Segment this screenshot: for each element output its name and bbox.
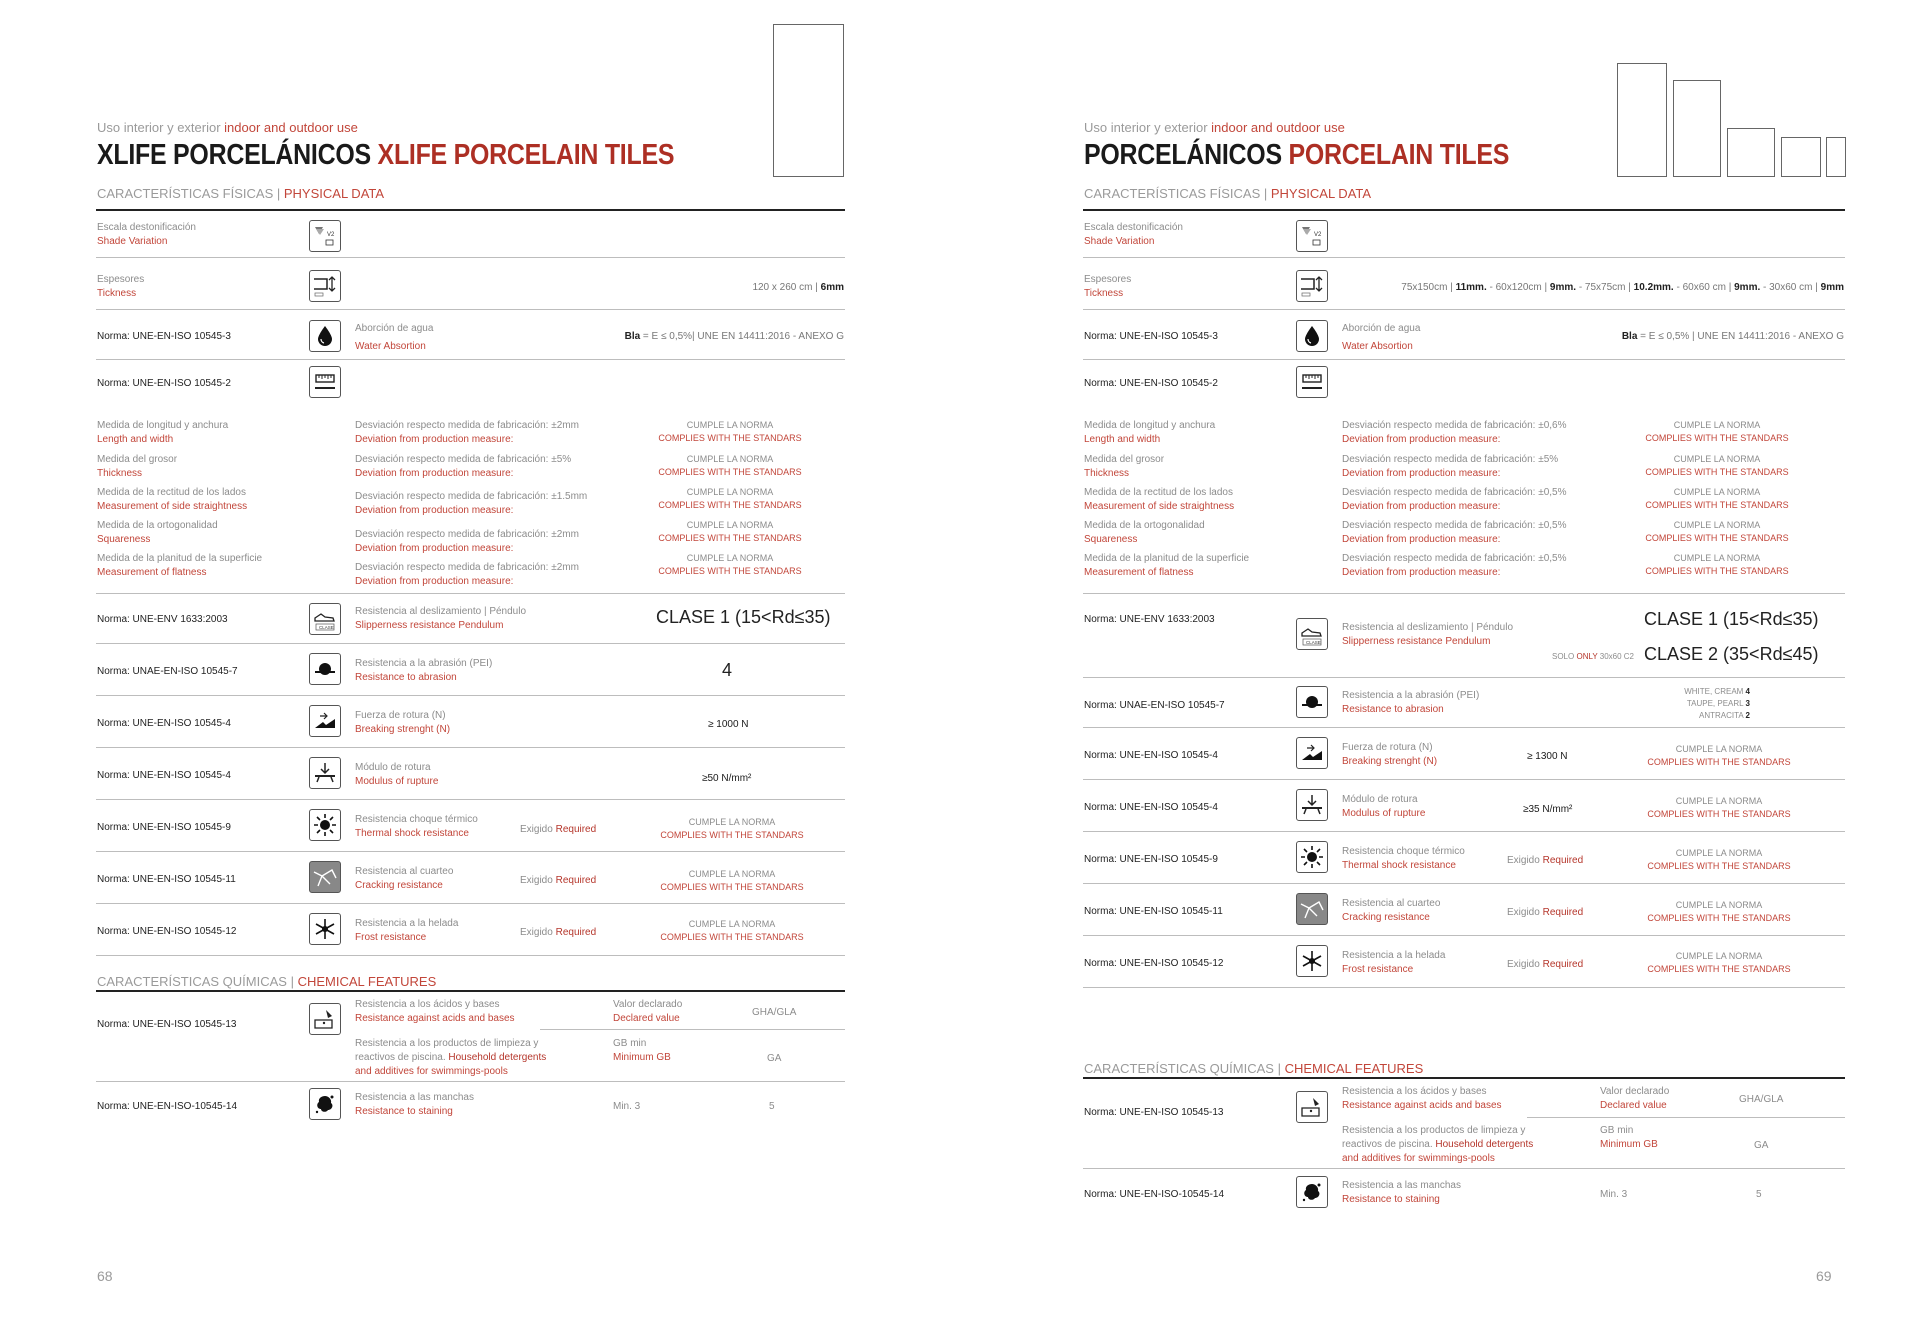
acids-declared: Valor declarado Declared value	[613, 999, 683, 1024]
absorption-value: Bla = E ≤ 0,5% | UNE EN 14411:2016 - ANEXO G	[1621, 331, 1844, 342]
thermal-shock-icon	[1296, 841, 1328, 873]
page-number: 68	[97, 1268, 113, 1284]
dim-row: Medida de la planitud de la superficie Measurement of flatness	[97, 553, 263, 578]
breaking-value: ≥ 1300 N	[1527, 751, 1568, 762]
breaking-value: ≥ 1000 N	[708, 719, 749, 730]
cracking-required: Exigido Required	[1507, 907, 1584, 918]
absorption-value: Bla = E ≤ 0,5%| UNE EN 14411:2016 - ANEXO G	[624, 331, 844, 342]
dim-deviation: Desviación respecto medida de fabricación: ±0,6% Deviation from production measure:	[1342, 420, 1567, 445]
acids-value: GHA/GLA	[752, 1007, 797, 1018]
thickness-values: 75x150cm | 11mm. - 60x120cm | 9mm. - 75x75cm | 10.2mm. - 60x60 cm | 9mm. - 30x60 cm | 9mm	[1401, 282, 1844, 293]
pool-label: Resistencia a los productos de limpieza y reactivos de piscina. Household detergents and additives for swimmings-pools	[355, 1038, 547, 1077]
acids-norm: Norma: UNE-EN-ISO 10545-13	[1084, 1107, 1224, 1118]
slip-value: CLASE 1 (15<Rd≤35)	[656, 607, 831, 627]
abrasion-norm: Norma: UNAE-EN-ISO 10545-7	[97, 666, 238, 677]
modulus-icon	[309, 757, 341, 789]
dim-row: Medida de longitud y anchura Length and width	[1084, 420, 1216, 445]
modulus-label: Módulo de rotura Modulus of rupture	[355, 762, 439, 787]
ruler-icon	[1296, 366, 1328, 398]
thermal-required: Exigido Required	[1507, 855, 1584, 866]
dim-compliance: CUMPLE LA NORMA COMPLIES WITH THE STANDARS	[658, 487, 802, 510]
dim-row: Medida de la ortogonalidad Squareness	[1084, 520, 1205, 545]
frost-required: Exigido Required	[1507, 959, 1584, 970]
acid-icon	[309, 1003, 341, 1035]
pool-min: GB min Minimum GB	[613, 1038, 671, 1063]
staining-min: Min. 3	[613, 1101, 641, 1112]
ruler-icon	[309, 366, 341, 398]
frost-norm: Norma: UNE-EN-ISO 10545-12	[97, 926, 237, 937]
abrasion-values: WHITE, CREAM 4 TAUPE, PEARL 3 ANTRACITA 2	[1684, 687, 1750, 720]
thermal-label: Resistencia choque térmico Thermal shock resistance	[355, 814, 478, 839]
dim-compliance: CUMPLE LA NORMA COMPLIES WITH THE STANDARS	[1645, 454, 1789, 477]
acid-icon	[1296, 1091, 1328, 1123]
frost-label: Resistencia a la helada Frost resistance	[1342, 950, 1446, 975]
tile-format-preview	[1727, 128, 1775, 177]
dim-compliance: CUMPLE LA NORMA COMPLIES WITH THE STANDARS	[658, 520, 802, 543]
breaking-label: Fuerza de rotura (N) Breaking strenght (N)	[1342, 742, 1438, 767]
acids-label: Resistencia a los ácidos y bases Resistance against acids and bases	[355, 999, 515, 1024]
dim-compliance: CUMPLE LA NORMA COMPLIES WITH THE STANDARS	[1645, 553, 1789, 576]
snowflake-icon	[1296, 945, 1328, 977]
frost-required: Exigido Required	[520, 927, 597, 938]
thermal-label: Resistencia choque térmico Thermal shock resistance	[1342, 846, 1465, 871]
dimensions-norm: Norma: UNE-EN-ISO 10545-2	[97, 378, 231, 389]
absorption-label: Aborción de agua Water Absortion	[1342, 323, 1421, 352]
dim-compliance: CUMPLE LA NORMA COMPLIES WITH THE STANDARS	[1645, 520, 1789, 543]
cracking-required: Exigido Required	[520, 875, 597, 886]
shade-label: Escala destonificación Shade Variation	[97, 222, 196, 247]
dim-compliance: CUMPLE LA NORMA COMPLIES WITH THE STANDARS	[658, 553, 802, 576]
dim-deviation: Desviación respecto medida de fabricación: ±2mm Deviation from production measure:	[355, 420, 579, 445]
frost-norm: Norma: UNE-EN-ISO 10545-12	[1084, 958, 1224, 969]
shoe-icon	[309, 603, 341, 635]
slip-value-class1: CLASE 1 (15<Rd≤35)	[1644, 609, 1819, 629]
page-title: PORCELÁNICOS PORCELAIN TILES	[1084, 139, 1510, 171]
staining-norm: Norma: UNE-EN-ISO-10545-14	[97, 1101, 238, 1112]
dim-row: Medida del grosor Thickness	[97, 454, 178, 479]
pool-value: GA	[1754, 1140, 1769, 1151]
modulus-compliance: CUMPLE LA NORMA COMPLIES WITH THE STANDARS	[1647, 796, 1791, 819]
breaking-icon	[309, 705, 341, 737]
staining-value: 5	[1756, 1189, 1762, 1200]
dim-deviation: Desviación respecto medida de fabricación: ±5% Deviation from production measure:	[355, 454, 572, 479]
frost-label: Resistencia a la helada Frost resistance	[355, 918, 459, 943]
thermal-compliance: CUMPLE LA NORMA COMPLIES WITH THE STANDARS	[1647, 848, 1791, 871]
svg-text:V2: V2	[327, 232, 335, 238]
acids-label: Resistencia a los ácidos y bases Resistance against acids and bases	[1342, 1086, 1502, 1111]
slip-norm: Norma: UNE-ENV 1633:2003	[97, 614, 228, 625]
subtitle: Uso interior y exterior indoor and outdoor use	[97, 120, 358, 135]
dim-row: Medida del grosor Thickness	[1084, 454, 1165, 479]
modulus-norm: Norma: UNE-EN-ISO 10545-4	[1084, 802, 1218, 813]
thermal-norm: Norma: UNE-EN-ISO 10545-9	[97, 822, 231, 833]
slip-norm: Norma: UNE-ENV 1633:2003	[1084, 614, 1215, 625]
modulus-icon	[1296, 789, 1328, 821]
staining-min: Min. 3	[1600, 1189, 1628, 1200]
dim-deviation: Desviación respecto medida de fabricación: ±0,5% Deviation from production measure:	[1342, 520, 1567, 545]
dim-row: Medida de la planitud de la superficie Measurement of flatness	[1084, 553, 1250, 578]
dim-compliance: CUMPLE LA NORMA COMPLIES WITH THE STANDARS	[1645, 420, 1789, 443]
abrasion-icon	[1296, 686, 1328, 718]
dim-deviation: Desviación respecto medida de fabricación: ±5% Deviation from production measure:	[1342, 454, 1559, 479]
cracking-norm: Norma: UNE-EN-ISO 10545-11	[1084, 906, 1223, 917]
thermal-norm: Norma: UNE-EN-ISO 10545-9	[1084, 854, 1218, 865]
thickness-icon	[1296, 270, 1328, 302]
tile-format-preview	[1673, 80, 1721, 177]
water-drop-icon	[309, 320, 341, 352]
slip-label: Resistencia al deslizamiento | Péndulo Slipperness resistance Pendulum	[1342, 622, 1514, 647]
frost-compliance: CUMPLE LA NORMA COMPLIES WITH THE STANDARS	[1647, 951, 1791, 974]
frost-compliance: CUMPLE LA NORMA COMPLIES WITH THE STANDARS	[660, 919, 804, 942]
physical-section-title: CARACTERÍSTICAS FÍSICAS | PHYSICAL DATA	[97, 186, 385, 201]
pool-label: Resistencia a los productos de limpieza y reactivos de piscina. Household detergents and additives for swimmings-pools	[1342, 1125, 1534, 1164]
breaking-label: Fuerza de rotura (N) Breaking strenght (N)	[355, 710, 451, 735]
chemical-section-title: CARACTERÍSTICAS QUÍMICAS | CHEMICAL FEATURES	[1084, 1061, 1424, 1076]
cracking-compliance: CUMPLE LA NORMA COMPLIES WITH THE STANDARS	[660, 869, 804, 892]
dim-row: Medida de la rectitud de los lados Measurement of side straightness	[1084, 487, 1235, 512]
dim-compliance: CUMPLE LA NORMA COMPLIES WITH THE STANDARS	[658, 420, 802, 443]
pool-value: GA	[767, 1053, 782, 1064]
right-page	[960, 0, 1920, 1343]
modulus-value: ≥50 N/mm²	[702, 773, 752, 784]
cracking-label: Resistencia al cuarteo Cracking resistance	[1342, 898, 1441, 923]
svg-text:CLASE: CLASE	[1306, 640, 1321, 645]
breaking-norm: Norma: UNE-EN-ISO 10545-4	[1084, 750, 1218, 761]
dimensions-norm: Norma: UNE-EN-ISO 10545-2	[1084, 378, 1218, 389]
dim-compliance: CUMPLE LA NORMA COMPLIES WITH THE STANDARS	[658, 454, 802, 477]
tile-format-preview	[773, 24, 844, 177]
dim-row: Medida de la ortogonalidad Squareness	[97, 520, 218, 545]
dim-row: Medida de longitud y anchura Length and width	[97, 420, 229, 445]
stain-icon	[1296, 1176, 1328, 1208]
acids-norm: Norma: UNE-EN-ISO 10545-13	[97, 1019, 237, 1030]
staining-label: Resistencia a las manchas Resistance to staining	[355, 1092, 474, 1117]
staining-norm: Norma: UNE-EN-ISO-10545-14	[1084, 1189, 1225, 1200]
staining-label: Resistencia a las manchas Resistance to staining	[1342, 1180, 1461, 1205]
modulus-norm: Norma: UNE-EN-ISO 10545-4	[97, 770, 231, 781]
page-number: 69	[1816, 1268, 1832, 1284]
cracking-icon	[309, 861, 341, 893]
dim-deviation: Desviación respecto medida de fabricación: ±2mm Deviation from production measure:	[355, 562, 579, 587]
absorption-label: Aborción de agua Water Absortion	[355, 323, 434, 352]
breaking-icon	[1296, 737, 1328, 769]
absorption-norm: Norma: UNE-EN-ISO 10545-3	[97, 331, 231, 342]
tile-format-preview	[1826, 137, 1846, 177]
shade-variation-icon	[309, 220, 341, 252]
dim-deviation: Desviación respecto medida de fabricación: ±0,5% Deviation from production measure:	[1342, 487, 1567, 512]
abrasion-icon	[309, 653, 341, 685]
cracking-norm: Norma: UNE-EN-ISO 10545-11	[97, 874, 236, 885]
thickness-label: Espesores Tickness	[97, 274, 145, 299]
breaking-norm: Norma: UNE-EN-ISO 10545-4	[97, 718, 231, 729]
modulus-value: ≥35 N/mm²	[1523, 804, 1573, 815]
absorption-norm: Norma: UNE-EN-ISO 10545-3	[1084, 331, 1218, 342]
thickness-value: 120 x 260 cm | 6mm	[752, 282, 844, 293]
page-title: XLIFE PORCELÁNICOS XLIFE PORCELAIN TILES	[97, 139, 675, 171]
acids-declared: Valor declarado Declared value	[1600, 1086, 1670, 1111]
dim-deviation: Desviación respecto medida de fabricación: ±0,5% Deviation from production measure:	[1342, 553, 1567, 578]
slip-label: Resistencia al deslizamiento | Péndulo Slipperness resistance Pendulum	[355, 606, 527, 631]
shade-variation-icon	[1296, 220, 1328, 252]
thermal-compliance: CUMPLE LA NORMA COMPLIES WITH THE STANDARS	[660, 817, 804, 840]
cracking-label: Resistencia al cuarteo Cracking resistance	[355, 866, 454, 891]
thermal-required: Exigido Required	[520, 824, 597, 835]
svg-text:V2: V2	[1314, 232, 1322, 238]
modulus-label: Módulo de rotura Modulus of rupture	[1342, 794, 1426, 819]
dim-row: Medida de la rectitud de los lados Measurement of side straightness	[97, 487, 248, 512]
acids-value: GHA/GLA	[1739, 1094, 1784, 1105]
subtitle: Uso interior y exterior indoor and outdoor use	[1084, 120, 1345, 135]
abrasion-label: Resistencia a la abrasión (PEI) Resistance to abrasion	[1342, 690, 1480, 715]
snowflake-icon	[309, 913, 341, 945]
svg-text:CLASE: CLASE	[319, 625, 334, 630]
dim-deviation: Desviación respecto medida de fabricación: ±2mm Deviation from production measure:	[355, 529, 579, 554]
stain-icon	[309, 1088, 341, 1120]
chemical-section-title: CARACTERÍSTICAS QUÍMICAS | CHEMICAL FEATURES	[97, 974, 437, 989]
water-drop-icon	[1296, 320, 1328, 352]
dim-deviation: Desviación respecto medida de fabricación: ±1.5mm Deviation from production measure:	[355, 491, 588, 516]
tile-format-preview	[1781, 137, 1821, 177]
thermal-shock-icon	[309, 809, 341, 841]
abrasion-label: Resistencia a la abrasión (PEI) Resistance to abrasion	[355, 658, 493, 683]
staining-value: 5	[769, 1101, 775, 1112]
physical-section-title: CARACTERÍSTICAS FÍSICAS | PHYSICAL DATA	[1084, 186, 1372, 201]
dim-compliance: CUMPLE LA NORMA COMPLIES WITH THE STANDARS	[1645, 487, 1789, 510]
thickness-label: Espesores Tickness	[1084, 274, 1132, 299]
shoe-icon	[1296, 618, 1328, 650]
slip-value-class2: CLASE 2 (35<Rd≤45)	[1644, 644, 1819, 664]
slip-only-note: SOLO ONLY 30x60 C2	[1552, 652, 1634, 661]
thickness-icon	[309, 270, 341, 302]
pool-min: GB min Minimum GB	[1600, 1125, 1658, 1150]
shade-label: Escala destonificación Shade Variation	[1084, 222, 1183, 247]
tile-format-preview	[1617, 63, 1667, 177]
abrasion-value: 4	[722, 660, 733, 680]
cracking-compliance: CUMPLE LA NORMA COMPLIES WITH THE STANDARS	[1647, 900, 1791, 923]
breaking-compliance: CUMPLE LA NORMA COMPLIES WITH THE STANDARS	[1647, 744, 1791, 767]
cracking-icon	[1296, 893, 1328, 925]
abrasion-norm: Norma: UNAE-EN-ISO 10545-7	[1084, 700, 1225, 711]
